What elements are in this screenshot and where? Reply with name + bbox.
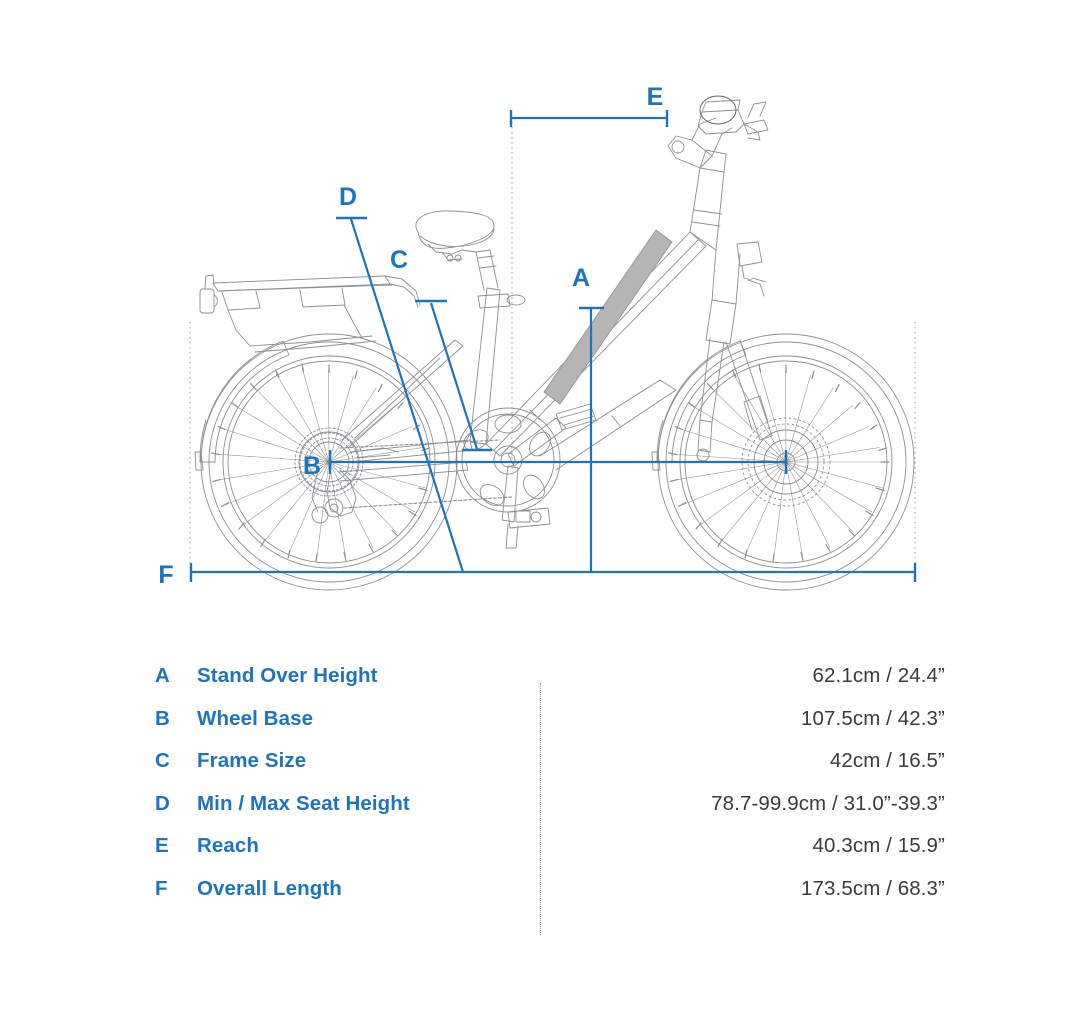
bicycle-illustration (195, 96, 914, 590)
spec-label-f: Overall Length (197, 876, 342, 900)
spec-label-e: Reach (197, 834, 260, 858)
table-row (155, 783, 945, 826)
spec-key-c: C (155, 749, 170, 773)
table-row (155, 868, 945, 911)
crankset (456, 404, 596, 548)
dimension-label-B: B (302, 452, 322, 480)
rear-rack (200, 275, 420, 352)
handlebar-stem (668, 96, 768, 168)
dimension-label-A: A (571, 264, 591, 292)
table-row (155, 698, 945, 741)
spec-key-f: F (155, 876, 168, 900)
spec-label-d: Min / Max Seat Height (197, 791, 410, 815)
spec-value-f: 173.5cm / 68.3” (801, 876, 945, 900)
spec-value-c: 42cm / 16.5” (829, 749, 945, 773)
spec-rows (155, 655, 945, 910)
geometry-spec-table (0, 655, 1080, 955)
dimension-label-D: D (338, 183, 358, 211)
dimension-label-F: F (158, 561, 174, 589)
spec-table-divider (540, 683, 541, 935)
spec-label-b: Wheel Base (197, 706, 314, 730)
table-row (155, 825, 945, 868)
spec-key-e: E (155, 834, 169, 858)
spec-value-b: 107.5cm / 42.3” (801, 706, 945, 730)
dimension-label-C: C (389, 246, 409, 274)
spec-value-e: 40.3cm / 15.9” (812, 834, 945, 858)
battery-pack (544, 230, 672, 404)
dimension-C (415, 301, 492, 450)
table-row (155, 655, 945, 698)
head-tube-fork (690, 150, 772, 461)
front-light (737, 242, 766, 296)
spec-value-a: 62.1cm / 24.4” (812, 664, 945, 688)
spec-key-b: B (155, 706, 170, 730)
dimension-label-E: E (646, 83, 664, 111)
spec-label-a: Stand Over Height (197, 664, 378, 688)
spec-value-d: 78.7-99.9cm / 31.0”-39.3” (711, 791, 945, 815)
seat-assembly (416, 211, 525, 444)
table-row (155, 740, 945, 783)
spec-label-c: Frame Size (197, 749, 307, 773)
spec-key-d: D (155, 791, 170, 815)
dimension-E (511, 110, 668, 127)
spec-key-a: A (155, 664, 170, 688)
pedal-rear (506, 508, 550, 548)
